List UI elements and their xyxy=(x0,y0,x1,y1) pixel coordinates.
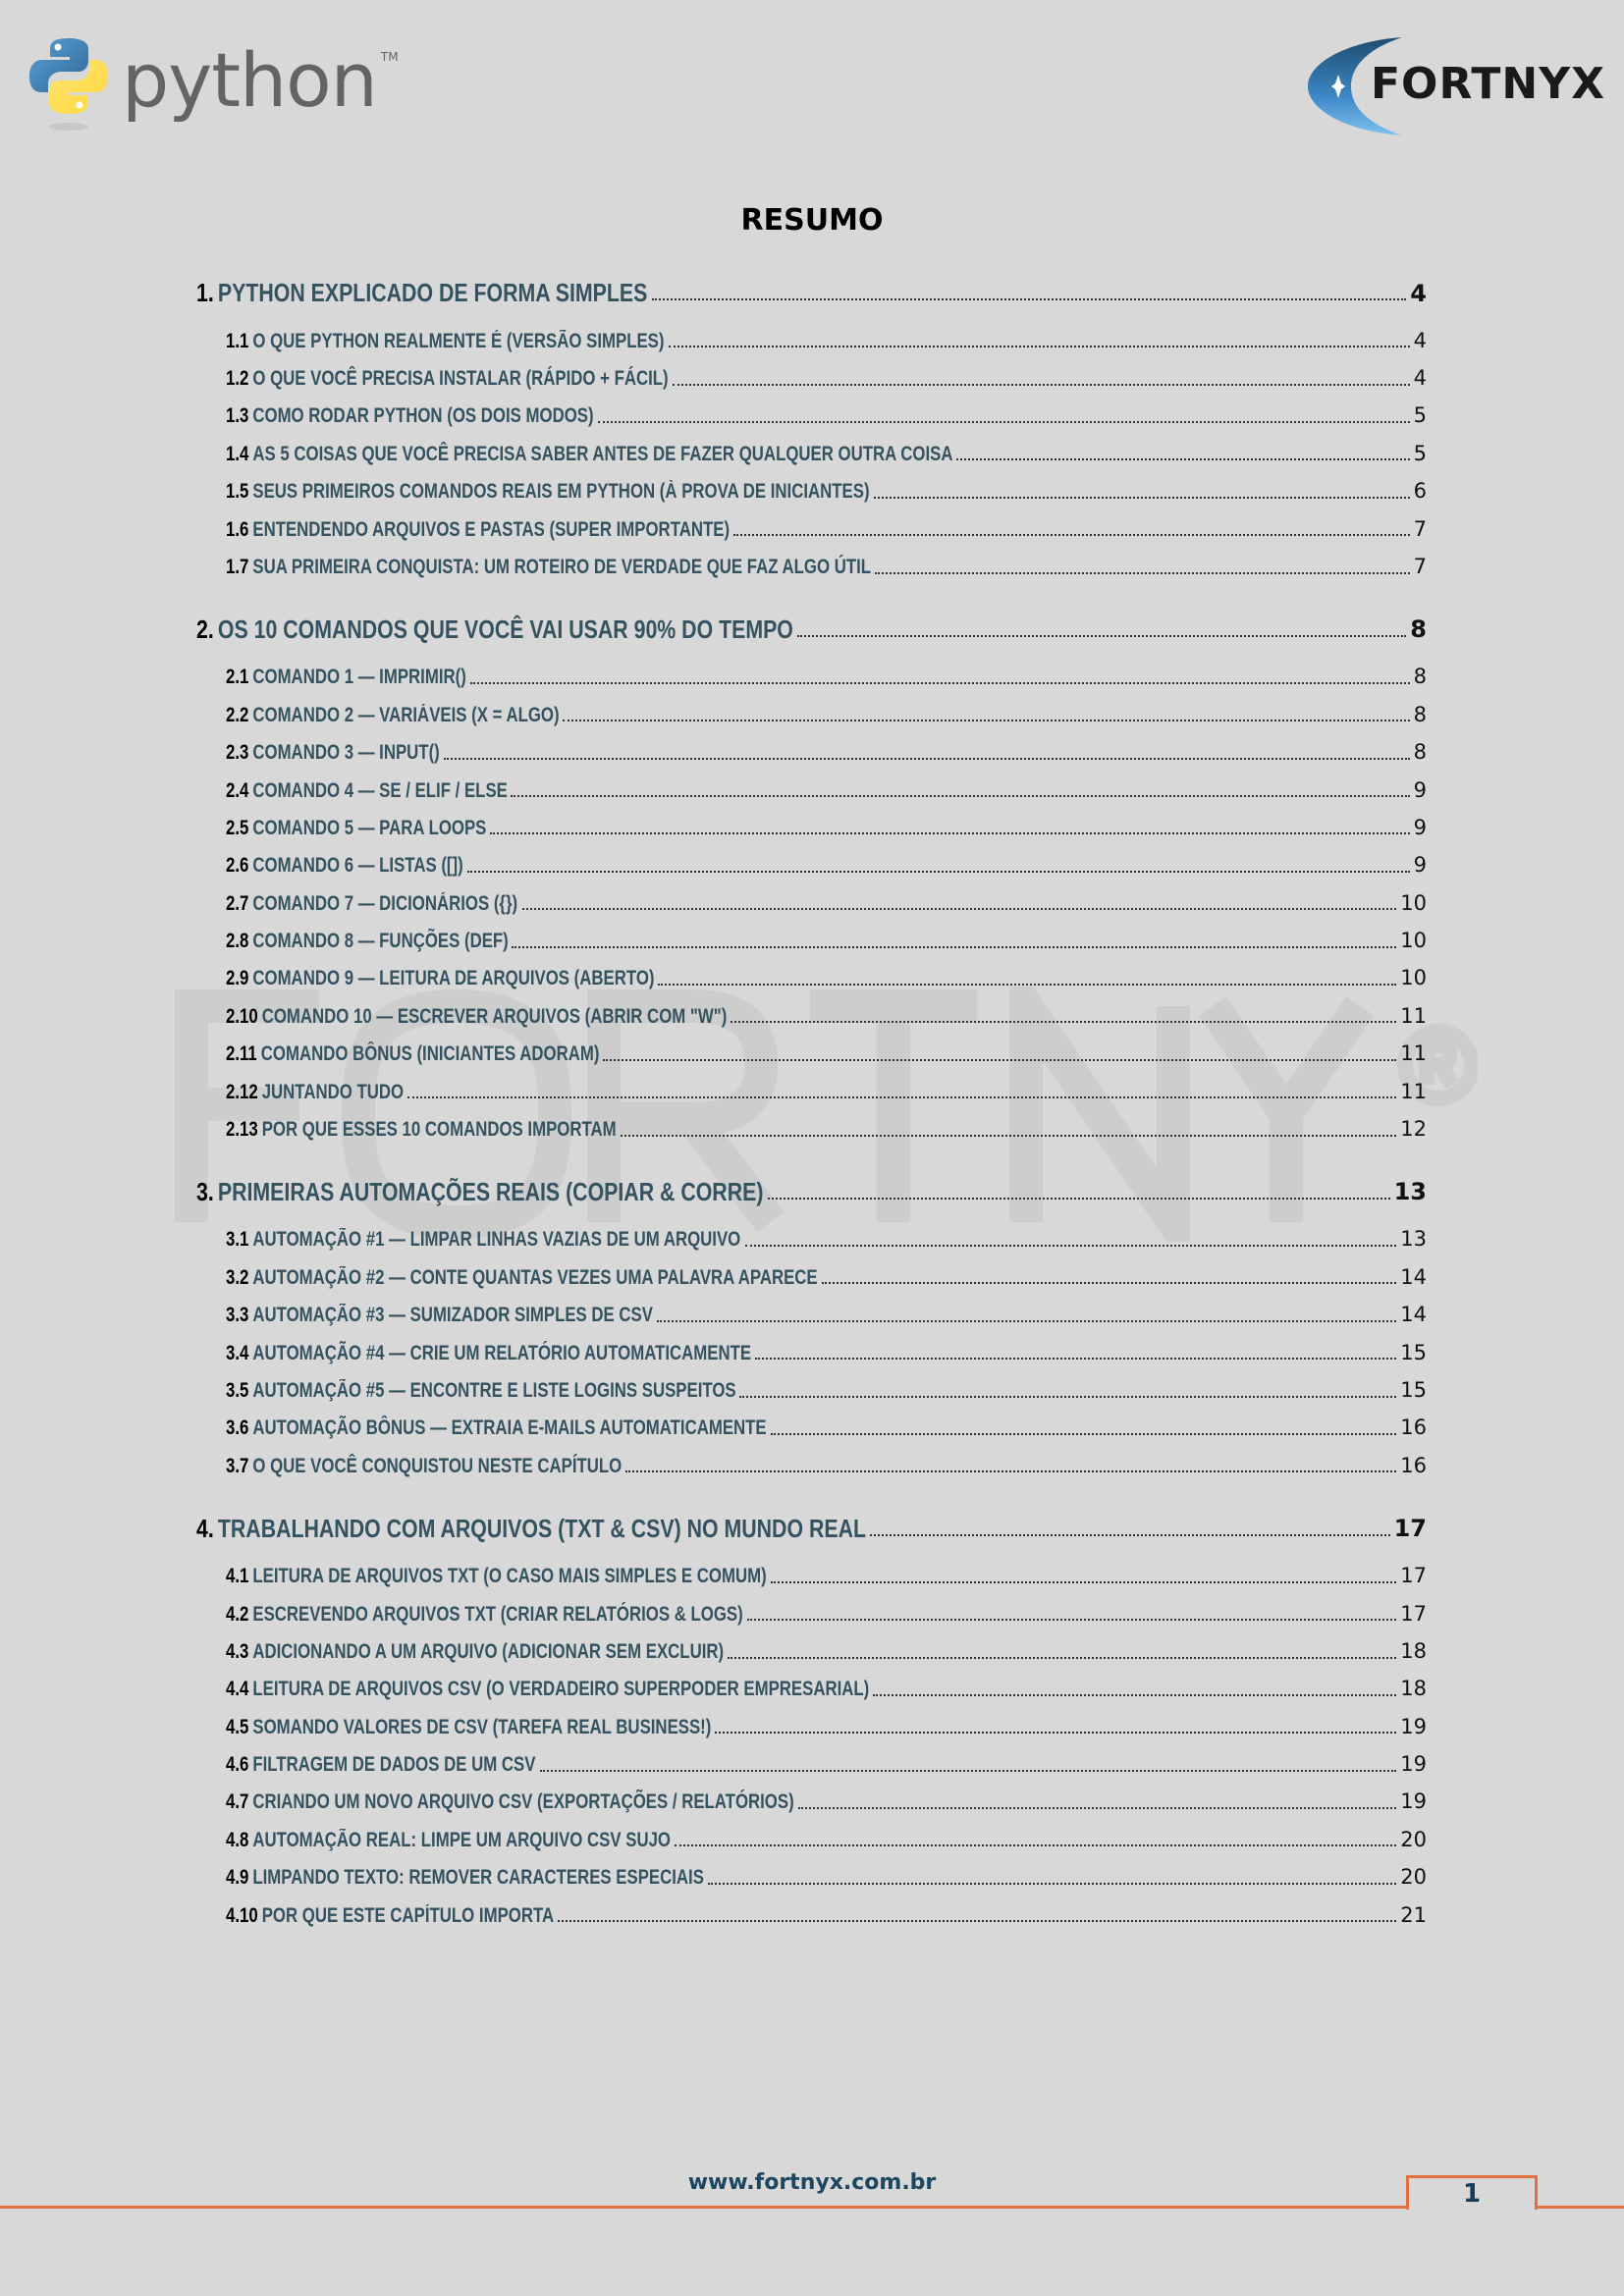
toc-number: 4.5 xyxy=(226,1715,249,1738)
dot-leader-area xyxy=(507,789,1413,791)
toc-entry-text xyxy=(226,1265,818,1290)
toc-entry[interactable] xyxy=(196,734,1427,772)
toc-number: 2.1 xyxy=(226,666,249,689)
toc-label[interactable]: COMANDO 1 — IMPRIMIR() xyxy=(252,666,466,689)
toc-number: 2.9 xyxy=(226,967,249,990)
toc-number: 1.7 xyxy=(226,555,249,578)
toc-number: 4.6 xyxy=(226,1753,249,1777)
toc-entry[interactable] xyxy=(196,922,1427,959)
toc-page-number: 17 xyxy=(1400,1564,1427,1588)
dot-leader-area xyxy=(617,1129,1401,1131)
dot-leader-area xyxy=(866,1528,1394,1530)
footer-divider xyxy=(0,2206,1407,2209)
toc-entry[interactable] xyxy=(196,1371,1427,1409)
toc-label[interactable]: CRIANDO UM NOVO ARQUIVO CSV (EXPORTAÇÕES / RELATÓRIOS) xyxy=(252,1790,794,1814)
dot-leader xyxy=(731,1021,1396,1023)
toc-label[interactable]: COMANDO BÔNUS (INICIANTES ADORAM) xyxy=(260,1042,600,1066)
toc-entry-text xyxy=(226,1715,711,1739)
toc-label[interactable]: TRABALHANDO COM ARQUIVOS (TXT & CSV) NO MUNDO REAL xyxy=(217,1513,866,1543)
dot-leader-area xyxy=(871,566,1413,568)
toc-label[interactable]: COMANDO 6 — LISTAS ([]) xyxy=(252,854,463,878)
dot-leader xyxy=(708,1883,1397,1885)
toc-entry[interactable] xyxy=(196,1558,1427,1595)
toc-number: 2. xyxy=(196,614,214,645)
toc-label[interactable]: AUTOMAÇÃO REAL: LIMPE UM ARQUIVO CSV SUJO xyxy=(252,1828,671,1851)
dot-leader xyxy=(522,908,1397,910)
toc-entry-text xyxy=(226,329,664,353)
toc-page-number: 9 xyxy=(1413,853,1427,878)
toc-number: 3.6 xyxy=(226,1416,249,1440)
table-of-contents xyxy=(196,265,1427,1934)
toc-entry[interactable] xyxy=(196,1036,1427,1073)
toc-label[interactable]: COMANDO 2 — VARIÁVEIS (X = ALGO) xyxy=(252,703,560,726)
dot-leader xyxy=(755,1358,1396,1360)
toc-entry-text xyxy=(226,778,508,803)
page-number: 1 xyxy=(1462,2179,1482,2209)
toc-label[interactable]: JUNTANDO TUDO xyxy=(261,1080,405,1103)
toc-page-number: 4 xyxy=(1413,365,1427,390)
toc-entry[interactable] xyxy=(196,1821,1427,1858)
toc-number: 2.7 xyxy=(226,891,249,915)
toc-entry-text xyxy=(226,816,486,840)
toc-entry-text xyxy=(226,1041,599,1066)
toc-label[interactable]: AUTOMAÇÃO #5 — ENCONTRE E LISTE LOGINS SUSPEITOS xyxy=(252,1378,736,1402)
toc-entry[interactable] xyxy=(196,548,1427,585)
toc-page-number: 19 xyxy=(1400,1752,1427,1777)
toc-entry-text xyxy=(226,1828,671,1852)
toc-label[interactable]: AUTOMAÇÃO #1 — LIMPAR LINHAS VAZIAS DE UM ARQUIVO xyxy=(252,1228,741,1252)
dot-leader xyxy=(540,1770,1396,1772)
toc-label[interactable]: SUA PRIMEIRA CONQUISTA: UM ROTEIRO DE VERDADE QUE FAZ ALGO ÚTIL xyxy=(252,555,872,578)
toc-entry-text xyxy=(226,966,654,990)
toc-entry-text xyxy=(226,1004,727,1029)
toc-label[interactable]: COMANDO 4 — SE / ELIF / ELSE xyxy=(252,778,508,802)
toc-entry-text xyxy=(226,479,870,504)
dot-leader-area xyxy=(654,978,1400,980)
toc-label[interactable]: O QUE VOCÊ CONQUISTOU NESTE CAPÍTULO xyxy=(252,1454,623,1477)
dot-leader-area xyxy=(518,902,1401,904)
toc-entry-text xyxy=(226,403,594,428)
dot-leader xyxy=(675,1844,1396,1846)
toc-label[interactable]: O QUE VOCÊ PRECISA INSTALAR (RÁPIDO + FÁCIL) xyxy=(252,366,669,390)
toc-label[interactable]: PRIMEIRAS AUTOMAÇÕES REAIS (COPIAR & CORRE) xyxy=(217,1177,764,1207)
toc-entry-text xyxy=(196,614,793,645)
toc-page-number: 9 xyxy=(1413,777,1427,802)
toc-number: 2.13 xyxy=(226,1118,258,1142)
toc-number: 2.12 xyxy=(226,1080,258,1103)
dot-leader xyxy=(603,1059,1396,1061)
toc-label[interactable]: AUTOMAÇÃO BÔNUS — EXTRAIA E-MAILS AUTOMATICAMENTE xyxy=(252,1416,767,1440)
toc-page-number: 11 xyxy=(1400,1003,1427,1028)
toc-page-number: 14 xyxy=(1400,1303,1427,1327)
python-logo-text: python xyxy=(122,36,377,124)
toc-entry[interactable] xyxy=(196,1447,1427,1484)
dot-leader xyxy=(625,1470,1396,1472)
toc-number: 1.3 xyxy=(226,404,249,428)
toc-page-number: 13 xyxy=(1400,1227,1427,1252)
toc-label[interactable]: COMO RODAR PYTHON (OS DOIS MODOS) xyxy=(252,404,594,428)
dot-leader-area xyxy=(767,1575,1400,1577)
toc-label[interactable]: AS 5 COISAS QUE VOCÊ PRECISA SABER ANTES DE FAZER QUALQUER OUTRA COISA xyxy=(252,442,953,465)
toc-entry-text xyxy=(226,1303,653,1327)
dot-leader xyxy=(768,1198,1390,1200)
toc-page-number: 10 xyxy=(1400,890,1427,915)
dot-leader xyxy=(490,832,1410,834)
toc-page-number: 4 xyxy=(1410,279,1427,307)
toc-label[interactable]: COMANDO 9 — LEITURA DE ARQUIVOS (ABERTO) xyxy=(252,967,655,990)
dot-leader-area xyxy=(665,340,1414,342)
toc-entry-text xyxy=(226,1903,554,1928)
python-logo xyxy=(29,35,399,133)
toc-chapter[interactable] xyxy=(196,1164,1427,1221)
toc-entry-text xyxy=(226,1677,869,1701)
dot-leader xyxy=(673,384,1410,386)
toc-entry[interactable] xyxy=(196,772,1427,809)
toc-entry[interactable] xyxy=(196,1334,1427,1371)
dot-leader-area xyxy=(952,453,1413,454)
fortnyx-logo-text: FORTNYX xyxy=(1371,59,1605,109)
toc-number: 4. xyxy=(196,1513,214,1543)
toc-page-number: 4 xyxy=(1413,328,1427,352)
toc-entry[interactable] xyxy=(196,1221,1427,1258)
toc-page-number: 12 xyxy=(1400,1117,1427,1142)
toc-page-number: 13 xyxy=(1393,1178,1427,1206)
toc-entry-text xyxy=(226,1341,751,1365)
toc-label[interactable]: COMANDO 8 — FUNÇÕES (DEF) xyxy=(252,930,509,953)
dot-leader xyxy=(771,1433,1396,1435)
toc-entry-text xyxy=(226,1227,740,1252)
dot-leader xyxy=(657,1320,1397,1322)
toc-page-number: 20 xyxy=(1400,1827,1427,1851)
dot-leader xyxy=(798,1807,1396,1809)
toc-label[interactable]: AUTOMAÇÃO #2 — CONTE QUANTAS VEZES UMA PALAVRA APARECE xyxy=(252,1265,818,1289)
footer-website[interactable]: www.fortnyx.com.br xyxy=(687,2170,937,2195)
toc-entry[interactable] xyxy=(196,997,1427,1035)
dot-leader-area xyxy=(741,1239,1401,1241)
toc-label[interactable]: LEITURA DE ARQUIVOS CSV (O VERDADEIRO SUPERPODER EMPRESARIAL) xyxy=(252,1678,870,1701)
toc-entry[interactable] xyxy=(196,847,1427,884)
dot-leader-area xyxy=(599,1053,1400,1055)
toc-number: 3.1 xyxy=(226,1228,249,1252)
toc-number: 3.2 xyxy=(226,1265,249,1289)
toc-label[interactable]: COMANDO 7 — DICIONÁRIOS ({}) xyxy=(252,891,518,915)
dot-leader xyxy=(598,421,1410,423)
dot-leader xyxy=(658,984,1396,986)
toc-page-number: 6 xyxy=(1413,479,1427,504)
dot-leader xyxy=(771,1581,1396,1583)
toc-page-number: 8 xyxy=(1413,702,1427,726)
toc-label[interactable]: POR QUE ESSES 10 COMANDOS IMPORTAM xyxy=(261,1118,617,1142)
dot-leader xyxy=(563,720,1410,721)
dot-leader xyxy=(512,946,1396,948)
toc-page-number: 8 xyxy=(1410,615,1427,644)
toc-number: 4.1 xyxy=(226,1565,249,1588)
toc-page-number: 11 xyxy=(1400,1079,1427,1103)
toc-entry[interactable] xyxy=(196,1410,1427,1447)
toc-entry[interactable] xyxy=(196,1896,1427,1934)
toc-entry[interactable] xyxy=(196,884,1427,922)
toc-label[interactable]: OS 10 COMANDOS QUE VOCÊ VAI USAR 90% DO TEMPO xyxy=(217,614,793,645)
toc-entry-text xyxy=(226,703,560,727)
toc-number: 2.2 xyxy=(226,703,249,726)
toc-number: 4.4 xyxy=(226,1678,249,1701)
dot-leader-area xyxy=(724,1651,1400,1653)
dot-leader-area xyxy=(622,1465,1400,1467)
toc-entry[interactable] xyxy=(196,1258,1427,1296)
toc-number: 2.8 xyxy=(226,930,249,953)
toc-page-number: 18 xyxy=(1400,1677,1427,1701)
toc-number: 4.9 xyxy=(226,1866,249,1890)
toc-label[interactable]: LIMPANDO TEXTO: REMOVER CARACTERES ESPECIAIS xyxy=(252,1866,704,1890)
toc-page-number: 20 xyxy=(1400,1865,1427,1890)
toc-page-number: 8 xyxy=(1413,740,1427,765)
dot-leader-area xyxy=(870,491,1414,493)
toc-page-number: 18 xyxy=(1400,1638,1427,1663)
toc-entry-text xyxy=(226,442,953,466)
dot-leader-area xyxy=(711,1726,1400,1728)
dot-leader xyxy=(621,1135,1397,1137)
toc-entry[interactable] xyxy=(196,696,1427,733)
dot-leader xyxy=(715,1732,1396,1734)
dot-leader xyxy=(747,1619,1396,1621)
dot-leader-area xyxy=(486,827,1414,828)
toc-number: 4.2 xyxy=(226,1602,249,1626)
toc-entry[interactable] xyxy=(196,510,1427,548)
toc-entry-text xyxy=(226,1117,617,1142)
toc-number: 4.7 xyxy=(226,1790,249,1814)
toc-entry-text xyxy=(226,555,871,579)
toc-number: 2.3 xyxy=(226,741,249,765)
toc-entry[interactable] xyxy=(196,1746,1427,1784)
dot-leader xyxy=(874,497,1410,499)
toc-number: 3.7 xyxy=(226,1454,249,1477)
toc-page-number: 17 xyxy=(1393,1515,1427,1543)
footer-divider-right xyxy=(1535,2206,1624,2209)
toc-entry-text xyxy=(226,1789,794,1814)
toc-number: 1.4 xyxy=(226,442,249,465)
toc-entry[interactable] xyxy=(196,398,1427,435)
toc-entry-text xyxy=(226,1639,724,1664)
dot-leader xyxy=(745,1245,1397,1247)
dot-leader-area xyxy=(440,752,1414,754)
toc-label[interactable]: ADICIONANDO A UM ARQUIVO (ADICIONAR SEM EXCLUIR) xyxy=(252,1639,725,1663)
toc-entry[interactable] xyxy=(196,659,1427,696)
dot-leader xyxy=(739,1396,1396,1398)
toc-entry[interactable] xyxy=(196,435,1427,472)
toc-label[interactable]: ENTENDENDO ARQUIVOS E PASTAS (SUPER IMPORTANTE) xyxy=(252,517,731,541)
dot-leader-area xyxy=(508,940,1400,942)
dot-leader-area xyxy=(648,293,1411,294)
dot-leader-area xyxy=(793,629,1410,631)
dot-leader-area xyxy=(536,1764,1400,1766)
toc-entry-text xyxy=(226,1865,704,1890)
toc-entry[interactable] xyxy=(196,1708,1427,1745)
dot-leader xyxy=(728,1657,1396,1659)
dot-leader-area xyxy=(818,1276,1400,1278)
page-title: RESUMO xyxy=(740,203,884,238)
dot-leader xyxy=(407,1096,1396,1098)
toc-page-number: 15 xyxy=(1400,1377,1427,1402)
toc-number: 3.5 xyxy=(226,1378,249,1402)
dot-leader-area xyxy=(735,1390,1400,1392)
dot-leader-area xyxy=(764,1192,1394,1194)
toc-number: 2.4 xyxy=(226,778,249,802)
toc-label[interactable]: COMANDO 10 — ESCREVER ARQUIVOS (ABRIR COM "W") xyxy=(261,1004,728,1028)
dot-leader-area xyxy=(404,1091,1400,1093)
dot-leader-area xyxy=(554,1914,1400,1916)
dot-leader-area xyxy=(463,865,1414,867)
toc-page-number: 8 xyxy=(1413,665,1427,689)
toc-entry[interactable] xyxy=(196,1784,1427,1821)
toc-entry[interactable] xyxy=(196,1632,1427,1670)
toc-page-number: 5 xyxy=(1413,441,1427,465)
toc-label[interactable]: POR QUE ESTE CAPÍTULO IMPORTA xyxy=(261,1903,555,1927)
toc-label[interactable]: SOMANDO VALORES DE CSV (TAREFA REAL BUSINESS!) xyxy=(252,1715,712,1738)
toc-entry[interactable] xyxy=(196,1297,1427,1334)
toc-chapter[interactable] xyxy=(196,265,1427,322)
toc-number: 3.4 xyxy=(226,1341,249,1364)
toc-chapter[interactable] xyxy=(196,602,1427,659)
toc-page-number: 16 xyxy=(1400,1453,1427,1477)
toc-page-number: 14 xyxy=(1400,1264,1427,1289)
toc-entry[interactable] xyxy=(196,960,1427,997)
dot-leader-area xyxy=(559,714,1414,716)
toc-number: 1. xyxy=(196,278,214,308)
toc-page-number: 19 xyxy=(1400,1714,1427,1738)
dot-leader-area xyxy=(594,415,1414,417)
toc-entry-text xyxy=(196,1177,763,1207)
toc-number: 3. xyxy=(196,1177,214,1207)
toc-entry-text xyxy=(226,1080,404,1104)
toc-number: 4.10 xyxy=(226,1903,258,1927)
toc-entry-text xyxy=(226,1378,736,1403)
dot-leader-area xyxy=(794,1801,1400,1803)
toc-entry[interactable] xyxy=(196,1671,1427,1708)
toc-page-number: 10 xyxy=(1400,929,1427,953)
toc-entry-text xyxy=(226,1454,622,1478)
toc-label[interactable]: FILTRAGEM DE DADOS DE UM CSV xyxy=(252,1753,536,1777)
fortnyx-logo xyxy=(1308,35,1605,137)
toc-entry-text xyxy=(196,278,647,308)
toc-number: 4.3 xyxy=(226,1639,249,1663)
dot-leader xyxy=(733,534,1409,536)
dot-leader-area xyxy=(767,1427,1400,1429)
toc-label[interactable]: AUTOMAÇÃO #4 — CRIE UM RELATÓRIO AUTOMATICAMENTE xyxy=(252,1341,752,1364)
toc-entry-text xyxy=(226,1564,767,1588)
toc-page-number: 16 xyxy=(1400,1415,1427,1440)
toc-entry-text xyxy=(226,366,669,391)
dot-leader-area xyxy=(669,378,1414,380)
dot-leader xyxy=(511,795,1409,797)
toc-page-number: 9 xyxy=(1413,815,1427,839)
toc-label[interactable]: LEITURA DE ARQUIVOS TXT (O CASO MAIS SIMPLES E COMUM) xyxy=(252,1565,767,1588)
dot-leader xyxy=(873,1694,1396,1696)
toc-number: 1.2 xyxy=(226,366,249,390)
toc-number: 1.1 xyxy=(226,329,249,352)
toc-number: 2.6 xyxy=(226,854,249,878)
dot-leader-area xyxy=(727,1015,1400,1017)
toc-label[interactable]: O QUE PYTHON REALMENTE É (VERSÃO SIMPLES) xyxy=(252,329,665,352)
dot-leader-area xyxy=(869,1688,1400,1690)
dot-leader xyxy=(467,871,1410,873)
dot-leader-area xyxy=(704,1877,1401,1879)
toc-number: 1.5 xyxy=(226,480,249,504)
toc-page-number: 11 xyxy=(1400,1041,1427,1066)
toc-entry-text xyxy=(226,1752,535,1777)
toc-page-number: 15 xyxy=(1400,1340,1427,1364)
dot-leader-area xyxy=(466,676,1414,678)
dot-leader-area xyxy=(751,1352,1400,1354)
dot-leader xyxy=(669,346,1410,347)
toc-page-number: 7 xyxy=(1413,516,1427,541)
toc-entry-text xyxy=(226,853,463,878)
toc-label[interactable]: ESCREVENDO ARQUIVOS TXT (CRIAR RELATÓRIOS & LOGS) xyxy=(252,1602,743,1626)
toc-number: 2.11 xyxy=(226,1042,257,1066)
toc-label[interactable]: AUTOMAÇÃO #3 — SUMIZADOR SIMPLES DE CSV xyxy=(252,1304,653,1327)
dot-leader-area xyxy=(671,1839,1400,1841)
toc-entry-text xyxy=(226,665,466,689)
dot-leader xyxy=(822,1282,1396,1284)
toc-page-number: 7 xyxy=(1413,554,1427,578)
toc-entry[interactable] xyxy=(196,322,1427,359)
toc-number: 4.8 xyxy=(226,1828,249,1851)
dot-leader xyxy=(444,758,1410,760)
toc-entry[interactable] xyxy=(196,1110,1427,1148)
toc-page-number: 10 xyxy=(1400,966,1427,990)
toc-entry[interactable] xyxy=(196,1073,1427,1110)
toc-label[interactable]: COMANDO 5 — PARA LOOPS xyxy=(252,816,487,839)
toc-page-number: 19 xyxy=(1400,1789,1427,1814)
toc-number: 2.10 xyxy=(226,1004,258,1028)
dot-leader xyxy=(875,572,1409,574)
toc-entry[interactable] xyxy=(196,359,1427,397)
toc-number: 2.5 xyxy=(226,816,249,839)
toc-entry[interactable] xyxy=(196,1859,1427,1896)
toc-number: 1.6 xyxy=(226,517,249,541)
toc-entry[interactable] xyxy=(196,473,1427,510)
dot-leader-area xyxy=(730,528,1413,530)
dot-leader xyxy=(558,1920,1396,1922)
toc-label[interactable]: SEUS PRIMEIROS COMANDOS REAIS EM PYTHON (À PROVA DE INICIANTES) xyxy=(252,480,870,504)
dot-leader-area xyxy=(653,1314,1401,1316)
dot-leader xyxy=(797,635,1406,637)
toc-entry[interactable] xyxy=(196,1595,1427,1632)
dot-leader xyxy=(956,458,1409,460)
toc-entry-text xyxy=(226,891,517,916)
toc-entry-text xyxy=(226,740,440,765)
toc-page-number: 17 xyxy=(1400,1601,1427,1626)
dot-leader-area xyxy=(743,1613,1400,1615)
toc-entry-text xyxy=(196,1514,866,1544)
toc-page-number: 21 xyxy=(1400,1902,1427,1927)
toc-entry-text xyxy=(226,517,730,542)
toc-label[interactable]: COMANDO 3 — INPUT() xyxy=(252,741,440,765)
python-snake-icon xyxy=(29,35,108,133)
dot-leader xyxy=(470,682,1410,684)
toc-chapter[interactable] xyxy=(196,1501,1427,1558)
toc-entry[interactable] xyxy=(196,809,1427,846)
toc-entry-text xyxy=(226,1415,767,1440)
dot-leader xyxy=(652,298,1407,300)
toc-label[interactable]: PYTHON EXPLICADO DE FORMA SIMPLES xyxy=(217,278,648,308)
toc-entry-text xyxy=(226,929,509,953)
dot-leader xyxy=(870,1534,1390,1536)
toc-entry-text xyxy=(226,1602,743,1627)
toc-number: 3.3 xyxy=(226,1304,249,1327)
python-logo-tm: TM xyxy=(380,50,399,64)
toc-page-number: 5 xyxy=(1413,403,1427,428)
